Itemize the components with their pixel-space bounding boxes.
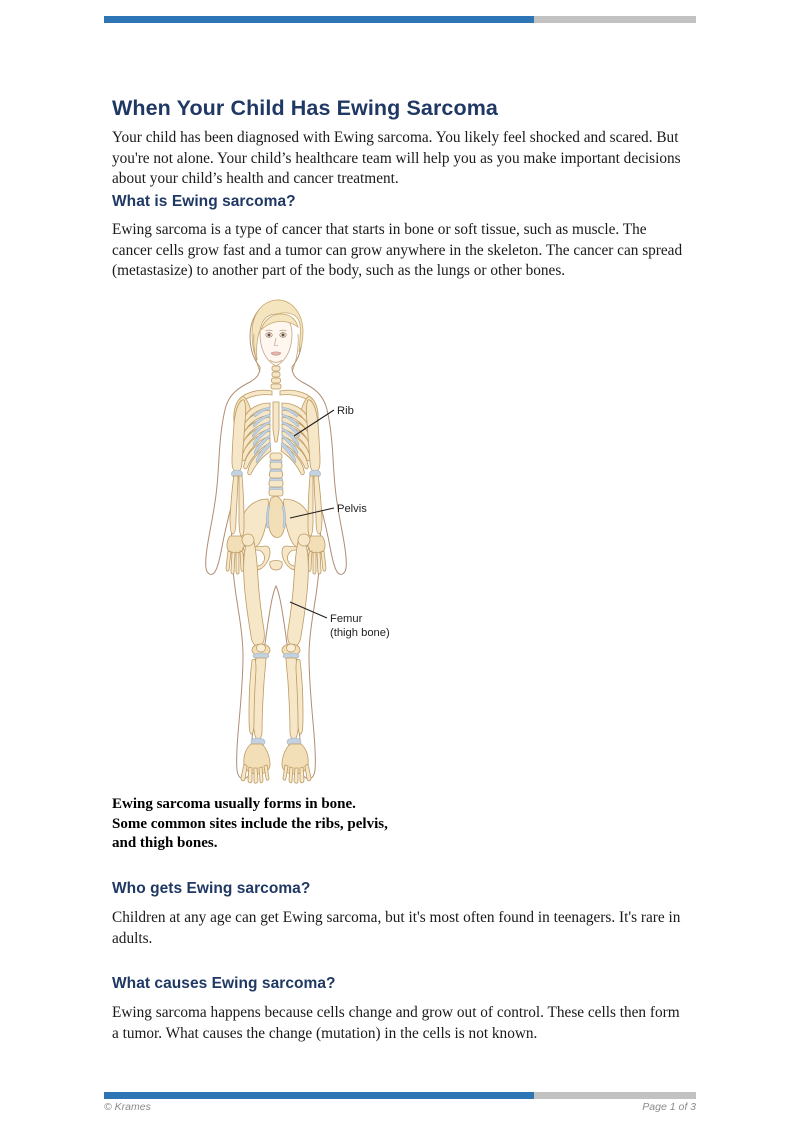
footer-page-indicator: Page 1 of 3 — [642, 1101, 696, 1113]
intro-paragraph: Your child has been diagnosed with Ewing sarcoma. You likely feel shocked and scared. But you're not alone. Your child’s healthcare team will help you as you make important decisions about your child’s health and cancer treatment. — [112, 129, 681, 188]
figure-caption-line-3: and thigh bones. — [112, 835, 218, 851]
header-rule-gray-segment — [534, 16, 696, 23]
section-body-text: Ewing sarcoma is a type of cancer that starts in bone or soft tissue, such as muscle. The cancer cells grow fast and a tumor can grow anywhere in the skeleton. The cancer can spread (metastasize) to another part of the body, such as the lungs or other bones. — [112, 221, 683, 280]
figure-label-rib-text: Rib — [337, 405, 354, 417]
footer-copyright: © Krames — [104, 1101, 151, 1113]
figure-label-femur-subtext: (thigh bone) — [330, 627, 390, 639]
header-rule-blue-segment — [104, 16, 534, 23]
section-heading-what-is — [112, 193, 690, 211]
intro-paragraph-block — [112, 128, 690, 190]
section-heading-what-causes — [112, 975, 690, 993]
section-body-what-is — [112, 220, 690, 282]
section-heading-text: What is Ewing sarcoma? — [112, 193, 296, 210]
footer-rule-gray-segment — [534, 1092, 696, 1099]
figure-label-femur-text: Femur — [330, 613, 363, 625]
section-body-text: Children at any age can get Ewing sarcoma, but it's most often found in teenagers. It's rare in adults. — [112, 909, 681, 947]
section-heading-text: Who gets Ewing sarcoma? — [112, 880, 311, 897]
section-body-who-gets — [112, 908, 690, 949]
section-body-what-causes — [112, 1003, 690, 1044]
figure-label-pelvis-text: Pelvis — [337, 503, 367, 515]
figure-caption — [112, 795, 562, 854]
leg-bones — [241, 534, 311, 783]
child-skeleton-illustration — [186, 290, 416, 790]
footer-rule-blue-segment — [104, 1092, 534, 1099]
section-heading-who-gets — [112, 880, 690, 898]
figure-caption-line-2: Some common sites include the ribs, pelvis, — [112, 815, 388, 832]
page-title: When Your Child Has Ewing Sarcoma — [112, 96, 498, 120]
section-body-text: Ewing sarcoma happens because cells change and grow out of control. These cells then form a tumor. What causes the change (mutation) in the cells is not known. — [112, 1004, 680, 1042]
page-title-block — [112, 96, 702, 121]
header-rule — [104, 16, 696, 23]
head-illustration — [252, 300, 303, 372]
lumbar-spine — [269, 453, 283, 496]
footer — [104, 1101, 696, 1113]
section-heading-text: What causes Ewing sarcoma? — [112, 975, 336, 992]
figure-caption-line-1: Ewing sarcoma usually forms in bone. — [112, 796, 356, 812]
cervical-spine — [271, 366, 281, 389]
footer-rule — [104, 1092, 696, 1099]
